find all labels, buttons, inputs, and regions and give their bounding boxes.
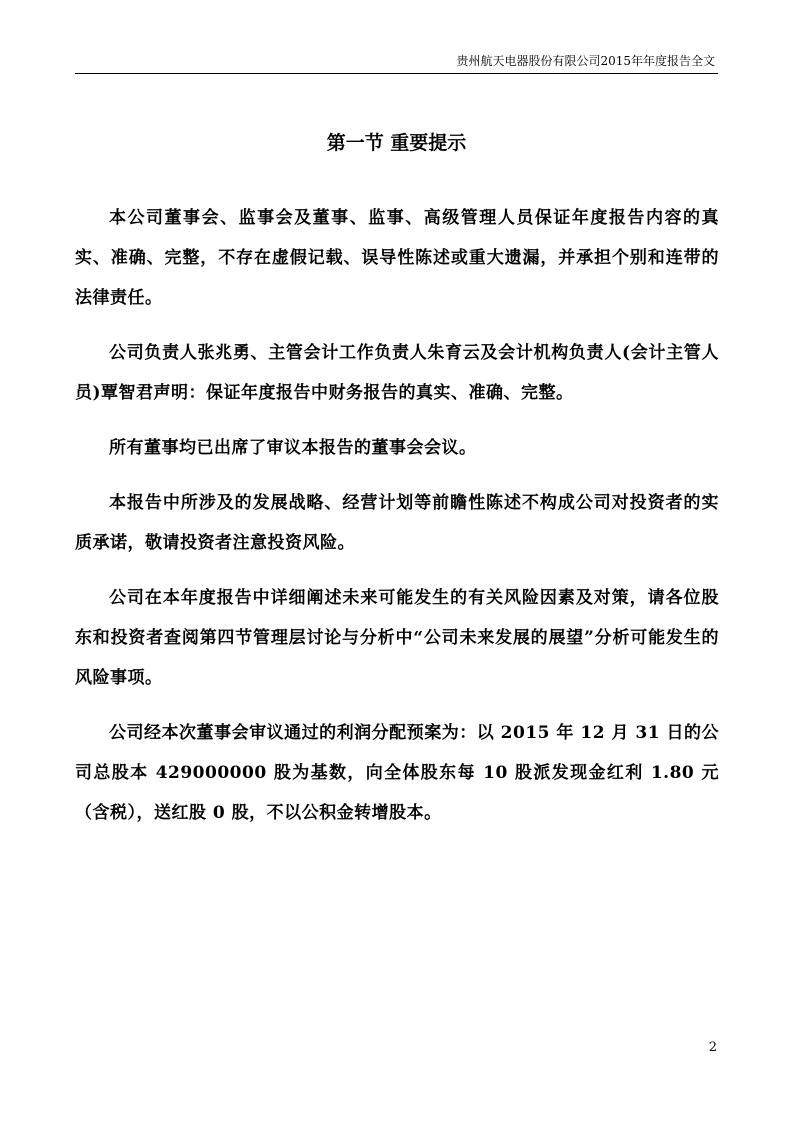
paragraph-profit-distribution: 公司经本次董事会审议通过的利润分配预案为：以 2015 年 12 月 31 日的公司总股本 429000000 股为基数，向全体股东每 10 股派发现金红利 1.80 元（含税），送红股 0 股，不以公积金转增股本。 [75, 723, 719, 823]
page-number: 2 [708, 1040, 717, 1055]
document-body [75, 198, 719, 848]
paragraph-responsible-persons-statement: 公司负责人张兆勇、主管会计工作负责人朱育云及会计机构负责人(会计主管人员)覃智君声明：保证年度报告中财务报告的真实、准确、完整。 [75, 343, 719, 403]
header-rule [75, 73, 718, 74]
paragraph-risk-factors: 公司在本年度报告中详细阐述未来可能发生的有关风险因素及对策，请各位股东和投资者查阅第四节管理层讨论与分析中“公司未来发展的展望”分析可能发生的风险事项。 [75, 588, 719, 688]
paragraph-forward-looking-disclaimer: 本报告中所涉及的发展战略、经营计划等前瞻性陈述不构成公司对投资者的实质承诺，敬请投资者注意投资风险。 [75, 493, 719, 553]
running-header: 贵州航天电器股份有限公司2015年年度报告全文 [456, 54, 715, 68]
paragraph-directors-attendance: 所有董事均已出席了审议本报告的董事会会议。 [109, 438, 477, 458]
paragraph-board-guarantee: 本公司董事会、监事会及董事、监事、高级管理人员保证年度报告内容的真实、准确、完整，不存在虚假记载、误导性陈述或重大遗漏，并承担个别和连带的法律责任。 [75, 208, 719, 308]
section-title: 第一节 重要提示 [326, 132, 467, 154]
